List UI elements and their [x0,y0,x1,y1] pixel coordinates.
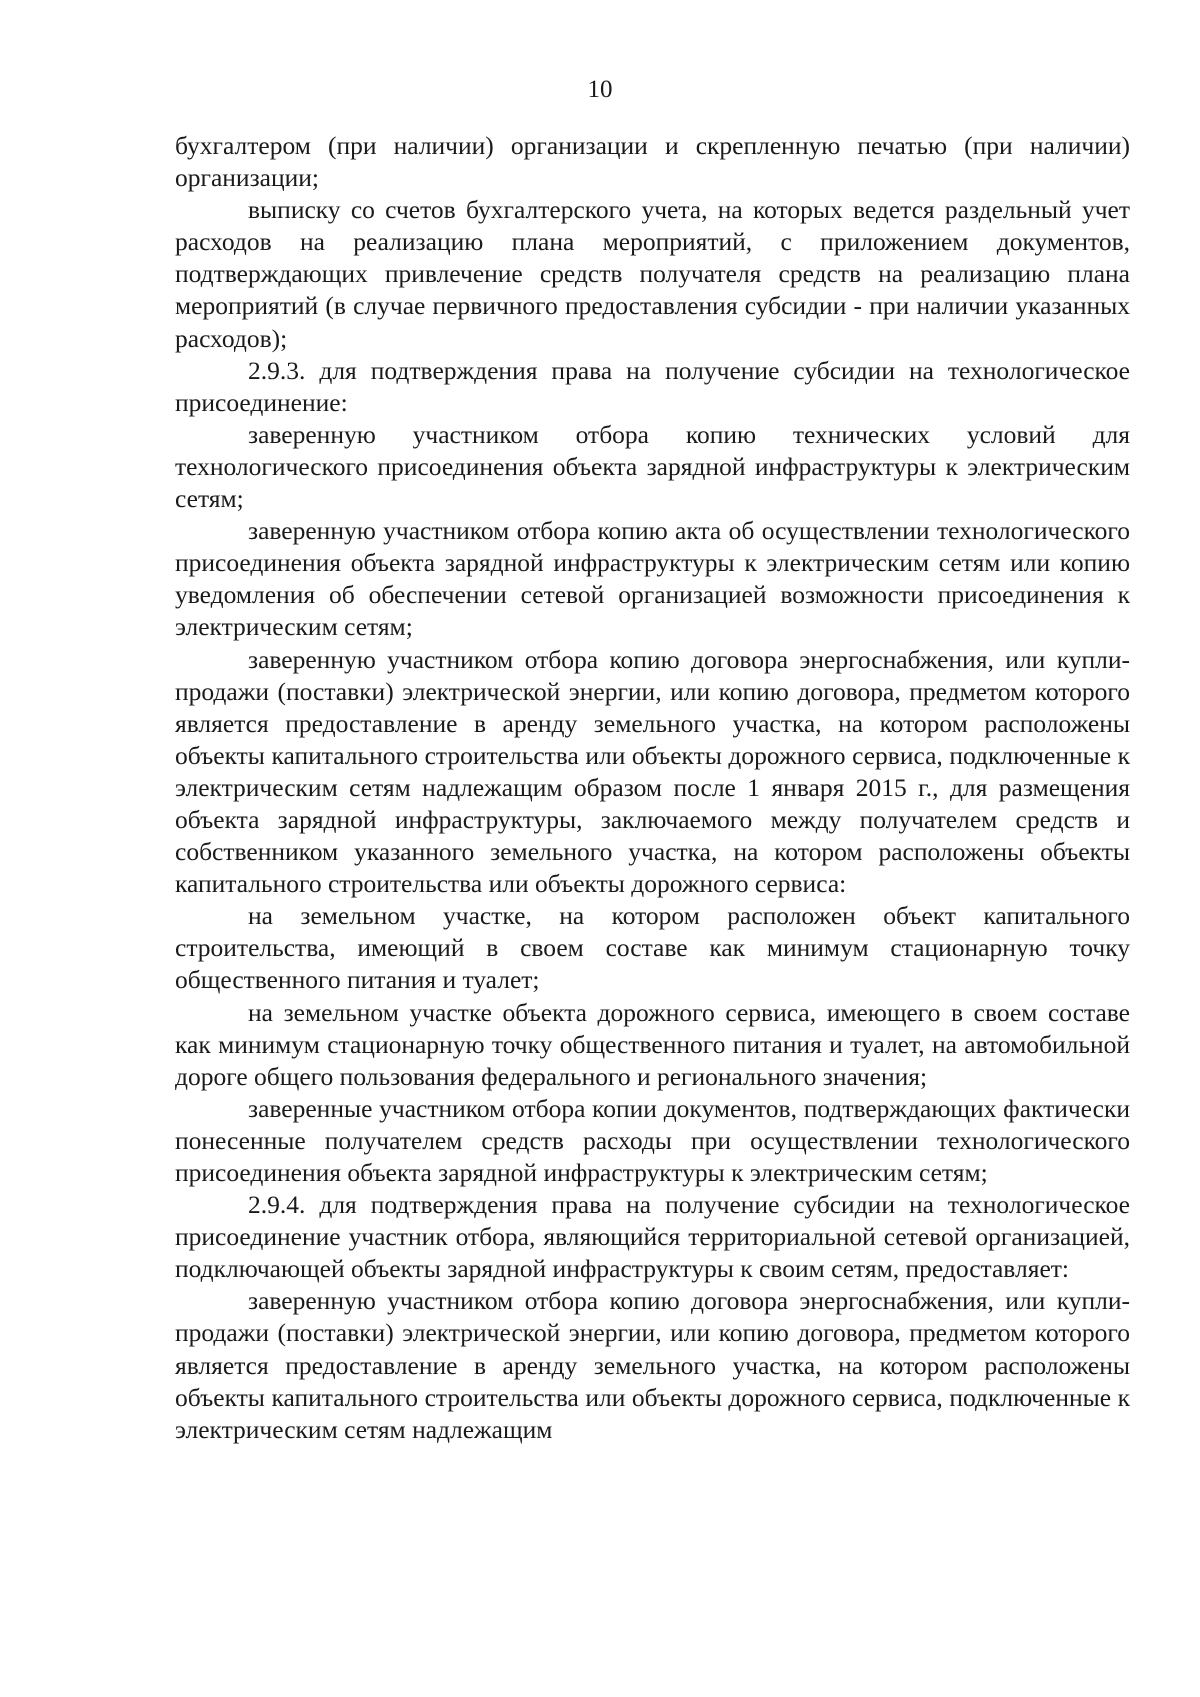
paragraph-expense-documents: заверенные участником отбора копии документов, подтверждающих фактически понесенные получателем средств расходы при осуществлении технологического присоединения объекта зарядной инфраструктуры к электрическим сетям; [175,1093,1130,1187]
paragraph-technical-conditions: заверенную участником отбора копию технических условий для технологического присоединения объекта зарядной инфраструктуры к электрическим сетям; [175,419,1130,514]
paragraph-land-plot-capital: на земельном участке, на котором расположен объект капитального строительства, имеющий в своем составе как минимум стационарную точку общественного питания и туалет; [175,901,1130,995]
paragraph-supply-contract-grid-org: заверенную участником отбора копию договора энергоснабжения, или купли-продажи (поставки) электрической энергии, или копию договора, предметом которого является предоставление в аренду земельного участка, на котором расположены объекты капитального строительства или объекты дорожного сервиса, подключенные к электрическим сетям надлежащим [175,1286,1130,1444]
document-body [175,130,1130,1446]
paragraph-2-9-4-heading: 2.9.4. для подтверждения права на получение субсидии на технологическое присоединение участник отбора, являющийся территориальной сетевой организацией, подключающей объекты зарядной инфраструктуры к своим сетям, предоставляет: [175,1190,1130,1284]
page-number: 10 [587,76,613,103]
paragraph-accounting-extract: выписку со счетов бухгалтерского учета, на которых ведется раздельный учет расходов на реализацию плана мероприятий, с приложением документов, подтверждающих привлечение средств получателя средств на реализацию плана мероприятий (в случае первичного предоставления субсидии - при наличии указанных расходов); [175,195,1130,353]
paragraph-continuation: бухгалтером (при наличии) организации и скрепленную печатью (при наличии) организации; [175,131,1130,193]
paragraph-connection-act: заверенную участником отбора копию акта об осуществлении технологического присоединения объекта зарядной инфраструктуры к электрическим сетям или копию уведомления об обеспечении сетевой организацией возможности присоединения к электрическим сетям; [175,516,1130,642]
paragraph-land-plot-road-service: на земельном участке объекта дорожного сервиса, имеющего в своем составе как минимум стационарную точку общественного питания и туалет, на автомобильной дороге общего пользования федерального и регионального значения; [175,997,1130,1091]
paragraph-2-9-3-heading: 2.9.3. для подтверждения права на получение субсидии на технологическое присоединение: [175,355,1130,417]
paragraph-supply-contract: заверенную участником отбора копию договора энергоснабжения, или купли-продажи (поставки) электрической энергии, или копию договора, предметом которого является предоставление в аренду земельного участка, на котором расположены объекты капитального строительства или объекты дорожного сервиса, подключенные к электрическим сетям надлежащим образом после 1 января 2015 г., для размещения объекта зарядной инфраструктуры, заключаемого между получателем средств и собственником указанного земельного участка, на котором расположены объекты капитального строительства или объекты дорожного сервиса: [175,644,1130,899]
